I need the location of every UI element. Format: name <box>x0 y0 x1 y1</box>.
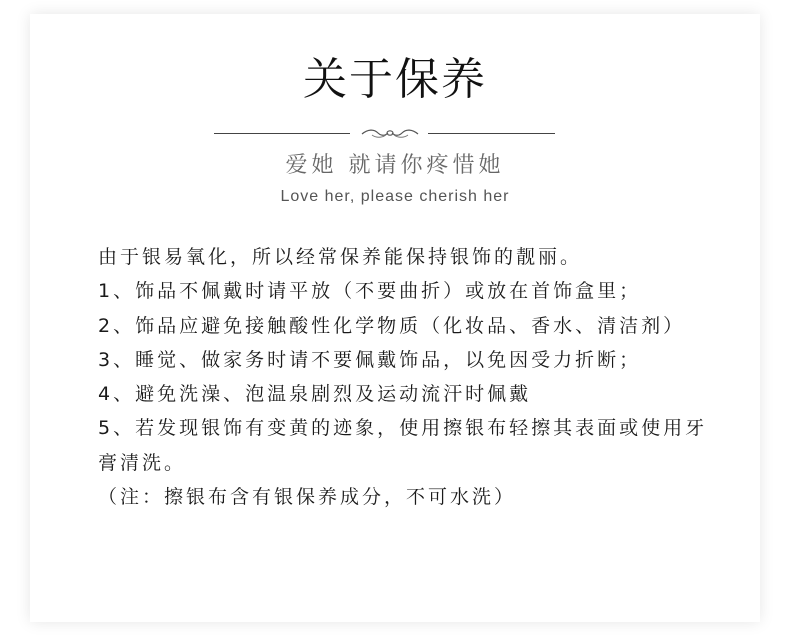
list-item-3: 3、睡觉、做家务时请不要佩戴饰品，以免因受力折断； <box>98 348 642 371</box>
list-item-4: 4、避免洗澡、泡温泉剧烈及运动流汗时佩戴 <box>98 383 532 406</box>
page-title: 关于保养 <box>303 54 487 105</box>
care-instructions <box>98 240 718 514</box>
divider-right <box>428 133 555 134</box>
note-text: （注：擦银布含有银保养成分，不可水洗） <box>98 486 517 509</box>
subtitle-chinese: 爱她 就请你疼惜她 <box>285 153 505 178</box>
intro-text: 由于银易氧化，所以经常保养能保持银饰的靓丽。 <box>98 246 583 268</box>
list-item-1: 1、饰品不佩戴时请平放（不要曲折）或放在首饰盒里； <box>98 280 642 303</box>
subtitle-english: Love her, please cherish her <box>280 188 510 205</box>
flourish-ornament-icon <box>358 125 422 141</box>
list-item-5: 5、若发现银饰有变黄的迹象，使用擦银布轻擦其表面或使用牙膏清洗。 <box>98 417 708 474</box>
divider-left <box>214 133 350 134</box>
list-item-2: 2、饰品应避免接触酸性化学物质（化妆品、香水、清洁剂） <box>98 314 686 337</box>
